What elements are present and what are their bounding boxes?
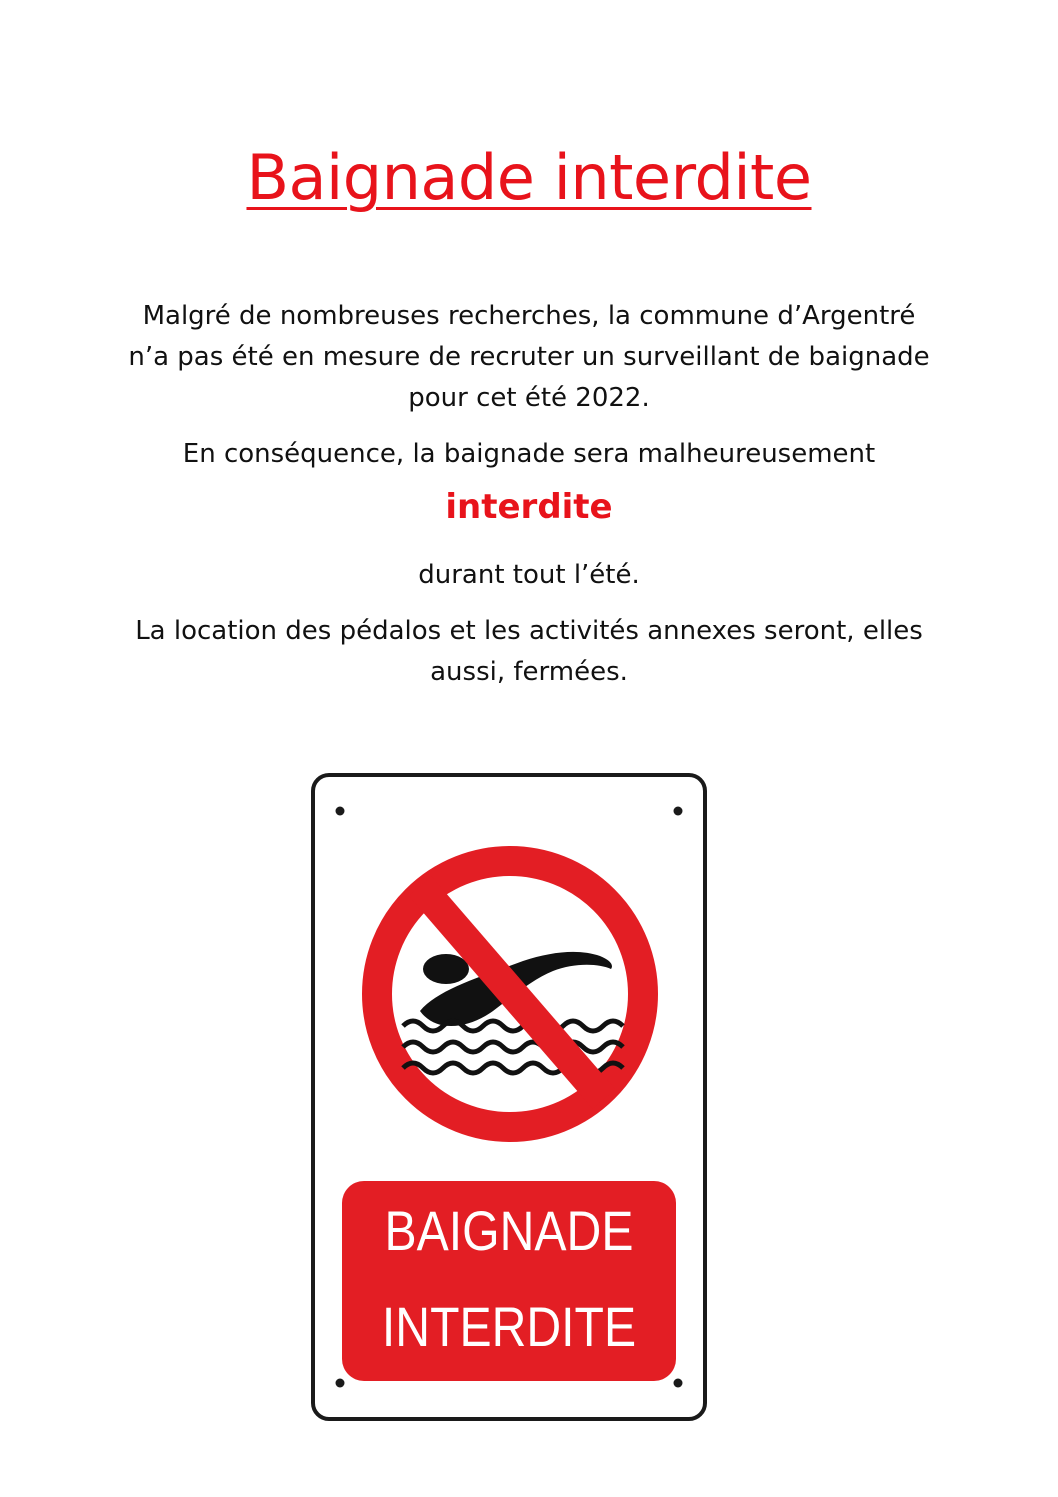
intro-line-1: Malgré de nombreuses recherches, la commune d’Argentré	[142, 301, 916, 331]
page-title: Baignade interdite	[246, 141, 812, 214]
consequence-paragraph: En conséquence, la baignade sera malheureusement	[182, 439, 876, 469]
emphasis-word: interdite	[445, 487, 613, 527]
no-swimming-sign	[308, 771, 710, 1423]
no-swimming-icon	[377, 861, 643, 1127]
screw-hole-icon	[674, 1379, 683, 1388]
screw-hole-icon	[336, 1379, 345, 1388]
intro-line-3: pour cet été 2022.	[408, 383, 650, 413]
duration-paragraph: durant tout l’été.	[418, 560, 640, 590]
screw-hole-icon	[336, 807, 345, 816]
closures-line-2: aussi, fermées.	[430, 657, 628, 687]
sign-label-line-2: INTERDITE	[381, 1295, 637, 1358]
closures-paragraph	[0, 611, 1058, 693]
screw-hole-icon	[674, 807, 683, 816]
sign-label-line-1: BAIGNADE	[384, 1199, 634, 1262]
intro-paragraph	[0, 296, 1058, 419]
closures-line-1: La location des pédalos et les activités annexes seront, elles	[135, 616, 923, 646]
intro-line-2: n’a pas été en mesure de recruter un surveillant de baignade	[128, 342, 930, 372]
